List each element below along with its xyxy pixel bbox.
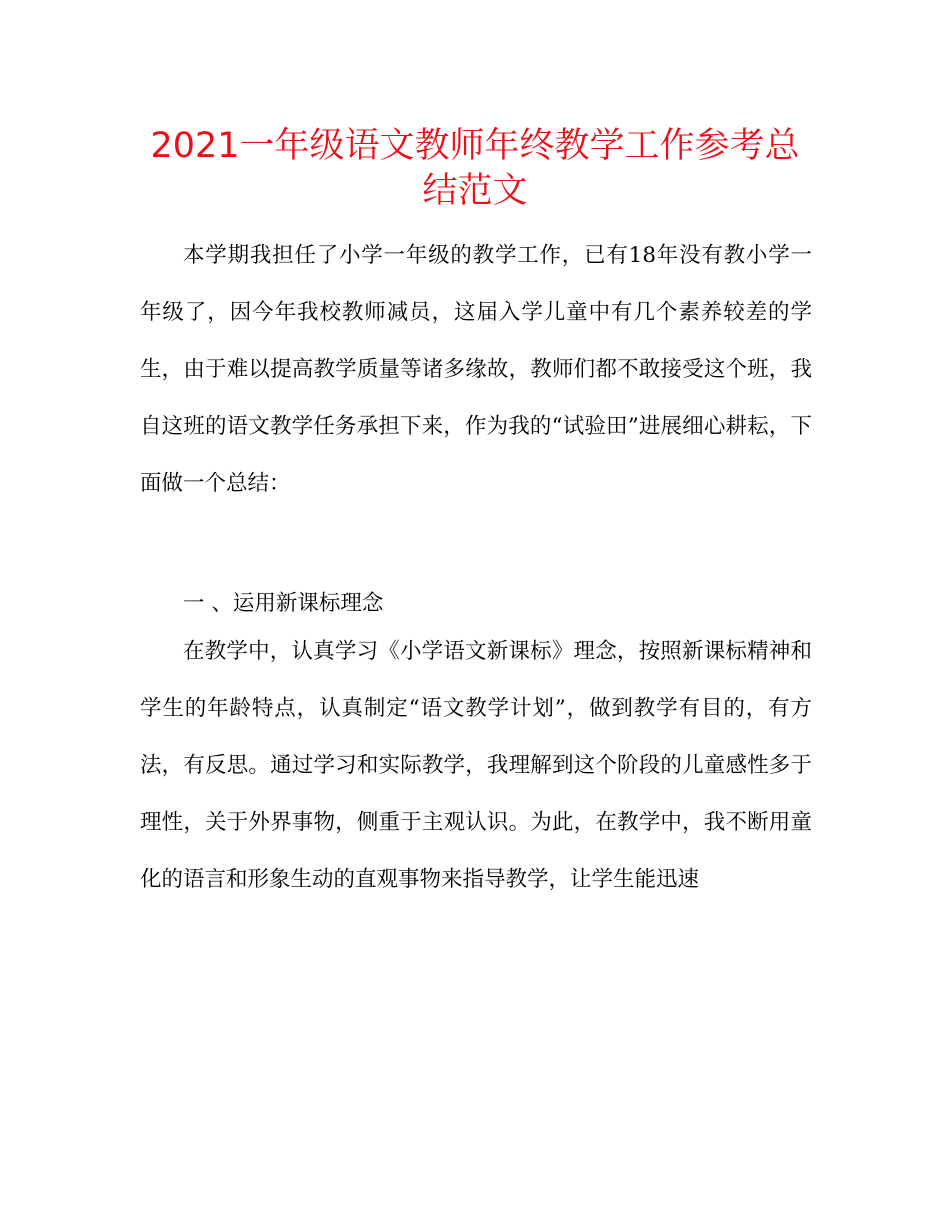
document-title: 2021一年级语文教师年终教学工作参考总结范文 [150,126,800,211]
paragraph-new-curriculum: 在教学中，认真学习《小学语文新课标》理念，按照新课标精神和学生的年龄特点，认真制定“语文教学计划”，做到教学有目的，有方法，有反思。通过学习和实际教学，我理解到这个阶段的儿童感性多于理性，关于外界事物，侧重于主观认识。为此，在教学中，我不断用童化的语言和形象生动的直观事物来指导教学，让学生能迅速 [140,639,812,892]
paragraph-intro: 本学期我担任了小学一年级的教学工作，已有18年没有教小学一年级了，因今年我校教师减员，这届入学儿童中有几个素养较差的学生，由于难以提高教学质量等诸多缘故，教师们都不敢接受这个班，我自这班的语文教学任务承担下来，作为我的“试验田”进展细心耕耘，下面做一个总结： [140,243,812,496]
section-heading: 一 、运用新课标理念 [183,591,384,616]
